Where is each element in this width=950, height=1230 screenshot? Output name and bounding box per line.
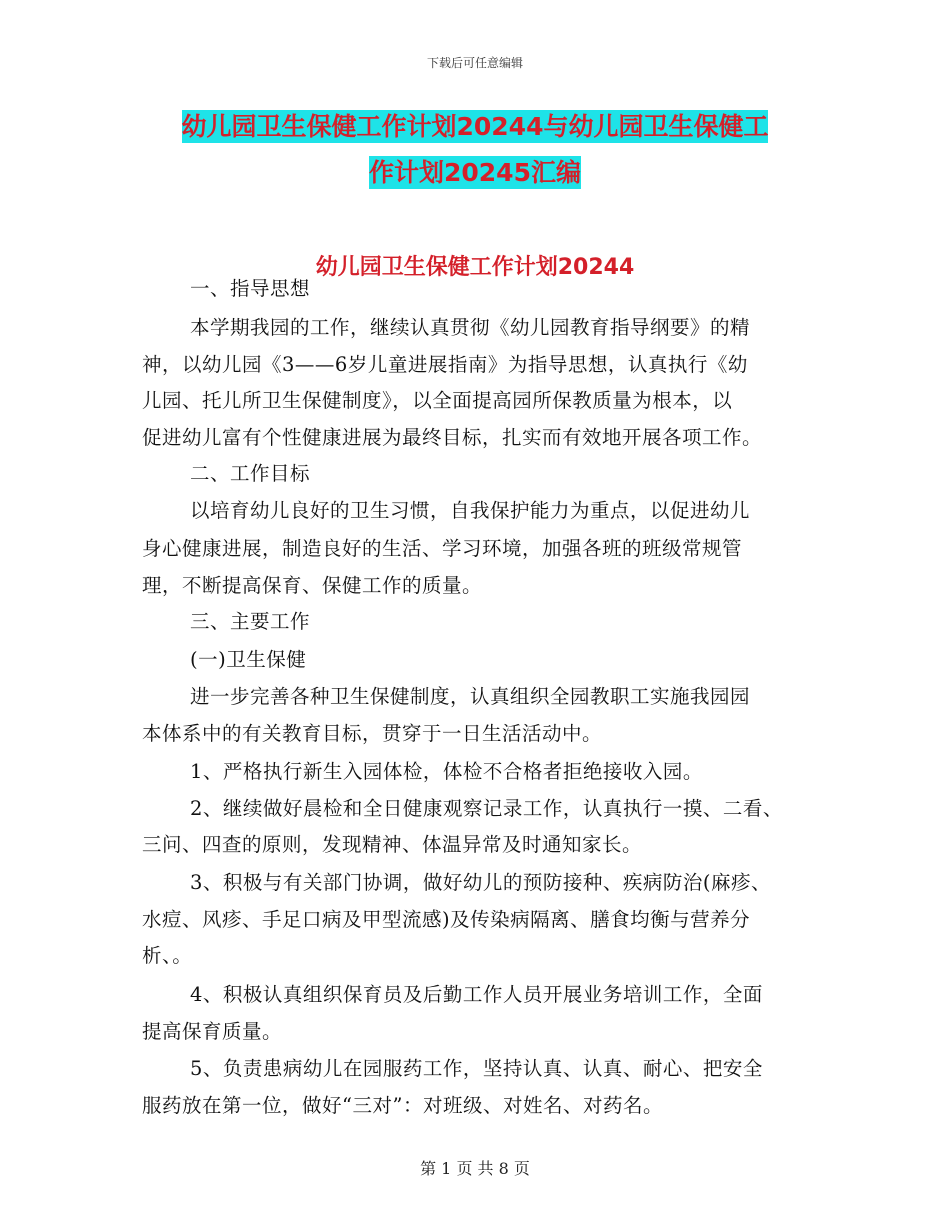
paragraph-line: 三问、四查的原则，发现精神、体温异常及时通知家长。 [142,833,643,856]
document-title-line-1 [100,112,850,142]
paragraph-line: 促进幼儿富有个性健康进展为最终目标，扎实而有效地开展各项工作。 [142,426,763,449]
paragraph-line: 本体系中的有关教育目标，贯穿于一日生活活动中。 [142,722,603,745]
list-item-1: 1、严格执行新生入园体检，体检不合格者拒绝接收入园。 [190,760,703,783]
list-item-2: 2、继续做好晨检和全日健康观察记录工作，认真执行一摸、二看、 [190,797,783,820]
heading-main-work: 三、主要工作 [190,610,311,633]
subheading-hygiene: (一)卫生保健 [190,648,307,671]
paragraph-line: 析、。 [142,944,193,967]
paragraph-line: 本学期我园的工作，继续认真贯彻《幼儿园教育指导纲要》的精 [190,316,751,339]
paragraph-line: 神，以幼儿园《3——6岁儿童进展指南》为指导思想，认真执行《幼 [142,353,748,376]
heading-work-goals: 二、工作目标 [190,462,311,485]
heading-guiding-thought: 一、指导思想 [190,277,311,300]
paragraph-line: 儿园、托儿所卫生保健制度》，以全面提高园所保教质量为根本，以 [142,389,733,412]
paragraph-line: 理，不断提高保育、保健工作的质量。 [142,574,483,597]
paragraph-line: 水痘、风疹、手足口病及甲型流感)及传染病隔离、膳食均衡与营养分 [142,908,751,931]
paragraph-line: 服药放在第一位，做好“三对”：对班级、对姓名、对药名。 [142,1094,663,1117]
list-item-3: 3、积极与有关部门协调，做好幼儿的预防接种、疾病防治(麻疹、 [190,871,772,894]
paragraph-line: 进一步完善各种卫生保健制度，认真组织全园教职工实施我园园 [190,685,751,708]
document-title-text-2: 作计划20245汇编 [369,158,581,187]
page-footer: 第 1 页 共 8 页 [420,1159,530,1178]
list-item-5: 5、负责患病幼儿在园服药工作，坚持认真、认真、耐心、把安全 [190,1057,763,1080]
document-title-line-2 [100,158,850,188]
paragraph-line: 提高保育质量。 [142,1020,283,1043]
section-title: 幼儿园卫生保健工作计划20244 [315,255,635,280]
document-title-text-1: 幼儿园卫生保健工作计划20244与幼儿园卫生保健工 [181,112,769,141]
list-item-4: 4、积极认真组织保育员及后勤工作人员开展业务培训工作，全面 [190,983,763,1006]
header-note: 下载后可任意编辑 [426,56,523,70]
paragraph-line: 以培育幼儿良好的卫生习惯，自我保护能力为重点，以促进幼儿 [190,499,751,522]
paragraph-line: 身心健康进展，制造良好的生活、学习环境，加强各班的班级常规管 [142,537,743,560]
